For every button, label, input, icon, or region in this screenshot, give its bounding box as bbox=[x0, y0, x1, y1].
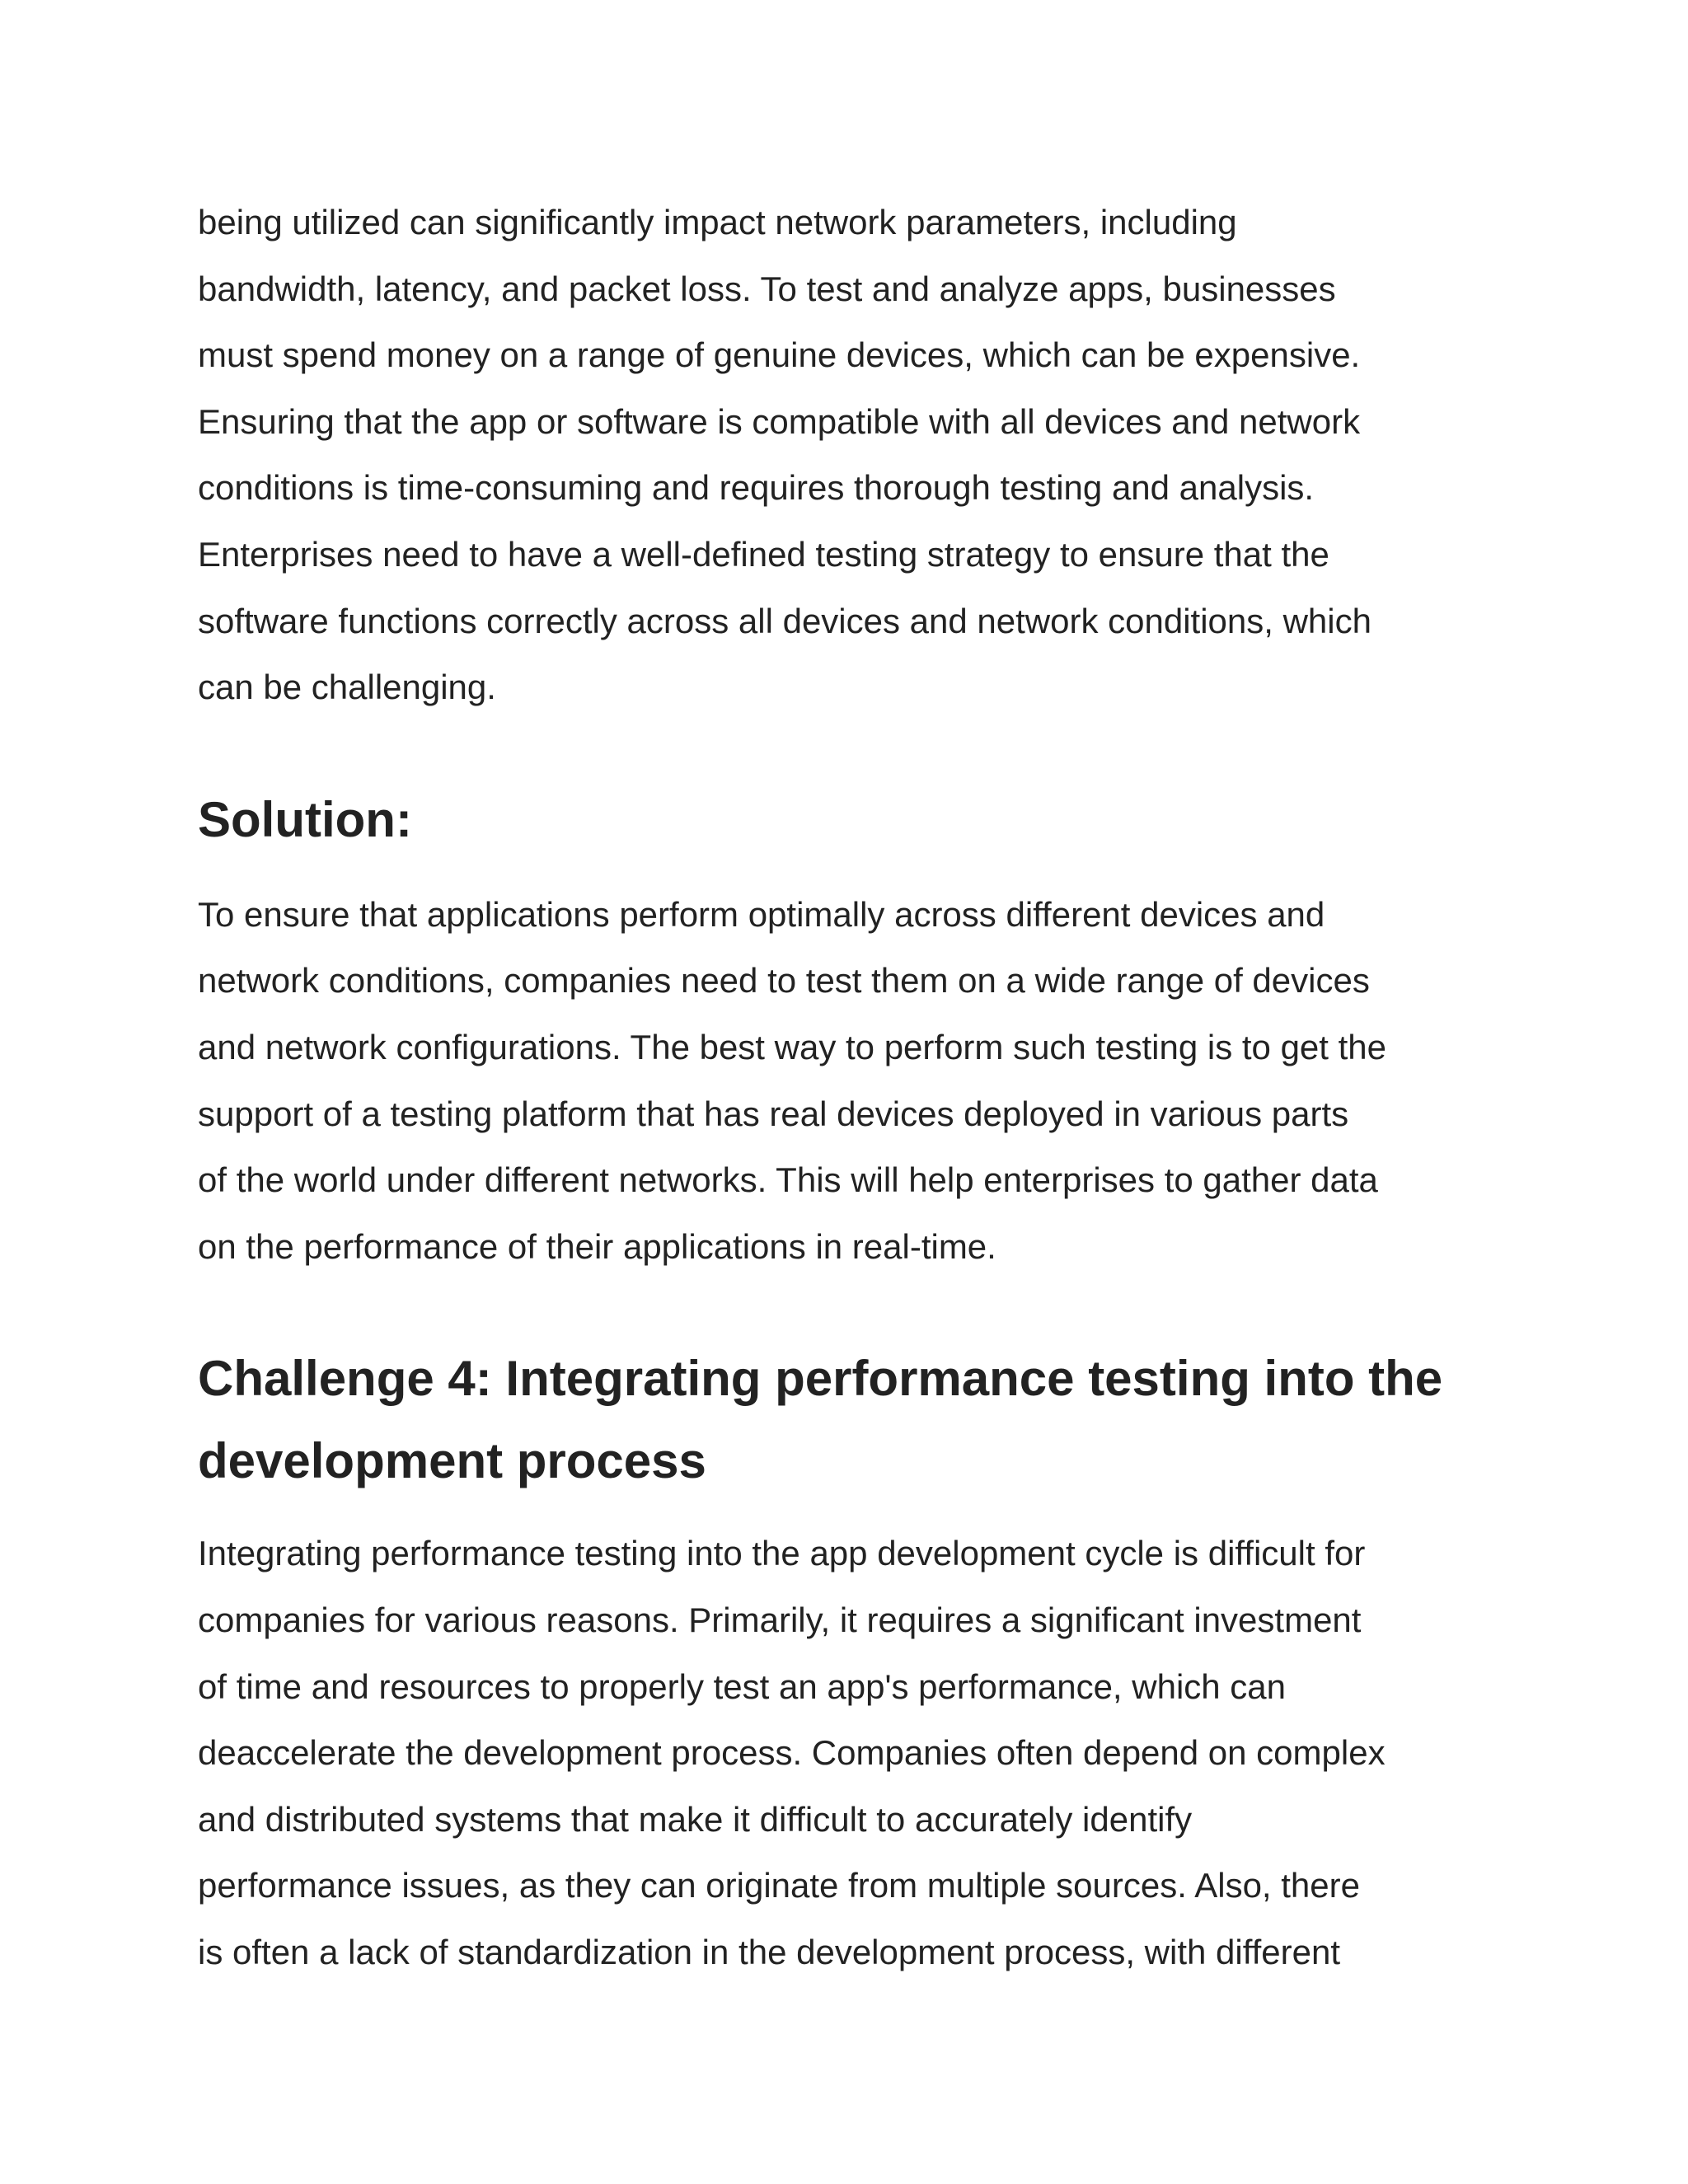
body-paragraph-integration bbox=[198, 1521, 1500, 1985]
text-line: conditions is time-consuming and requires thorough testing and analysis. bbox=[198, 468, 1315, 508]
text-line: of the world under different networks. This will help enterprises to gather data bbox=[198, 1160, 1378, 1200]
body-paragraph-device-network bbox=[198, 190, 1500, 721]
text-line: network conditions, companies need to test them on a wide range of devices bbox=[198, 961, 1370, 1001]
text-line: is often a lack of standardization in the development process, with different bbox=[198, 1932, 1341, 1971]
text-line: To ensure that applications perform optimally across different devices and bbox=[198, 894, 1325, 934]
text-line: and network configurations. The best way to perform such testing is to get the bbox=[198, 1027, 1387, 1066]
heading-line: Solution: bbox=[198, 791, 412, 847]
heading-line: Challenge 4: Integrating performance testing into the bbox=[198, 1351, 1443, 1407]
text-line: companies for various reasons. Primarily, it requires a significant investment bbox=[198, 1600, 1362, 1639]
document-content bbox=[198, 190, 1500, 1985]
text-line: Integrating performance testing into the app development cycle is difficult for bbox=[198, 1534, 1366, 1573]
section-heading-solution bbox=[198, 779, 1500, 861]
heading-line: development process bbox=[198, 1433, 706, 1489]
text-line: can be challenging. bbox=[198, 668, 496, 707]
text-line: bandwidth, latency, and packet loss. To test and analyze apps, businesses bbox=[198, 269, 1336, 308]
text-line: Enterprises need to have a well-defined testing strategy to ensure that the bbox=[198, 534, 1329, 574]
text-line: support of a testing platform that has real devices deployed in various parts bbox=[198, 1094, 1349, 1133]
text-line: and distributed systems that make it difficult to accurately identify bbox=[198, 1799, 1193, 1839]
text-line: must spend money on a range of genuine devices, which can be expensive. bbox=[198, 335, 1361, 375]
text-line: on the performance of their applications in real-time. bbox=[198, 1226, 996, 1266]
text-line: software functions correctly across all devices and network conditions, which bbox=[198, 601, 1372, 640]
body-paragraph-solution bbox=[198, 882, 1500, 1281]
text-line: deaccelerate the development process. Companies often depend on complex bbox=[198, 1733, 1386, 1773]
section-heading-challenge-4 bbox=[198, 1338, 1500, 1502]
text-line: Ensuring that the app or software is compatible with all devices and network bbox=[198, 401, 1361, 441]
text-line: performance issues, as they can originate from multiple sources. Also, there bbox=[198, 1866, 1360, 1905]
text-line: of time and resources to properly test an app's performance, which can bbox=[198, 1666, 1287, 1706]
text-line: being utilized can significantly impact network parameters, including bbox=[198, 203, 1237, 241]
